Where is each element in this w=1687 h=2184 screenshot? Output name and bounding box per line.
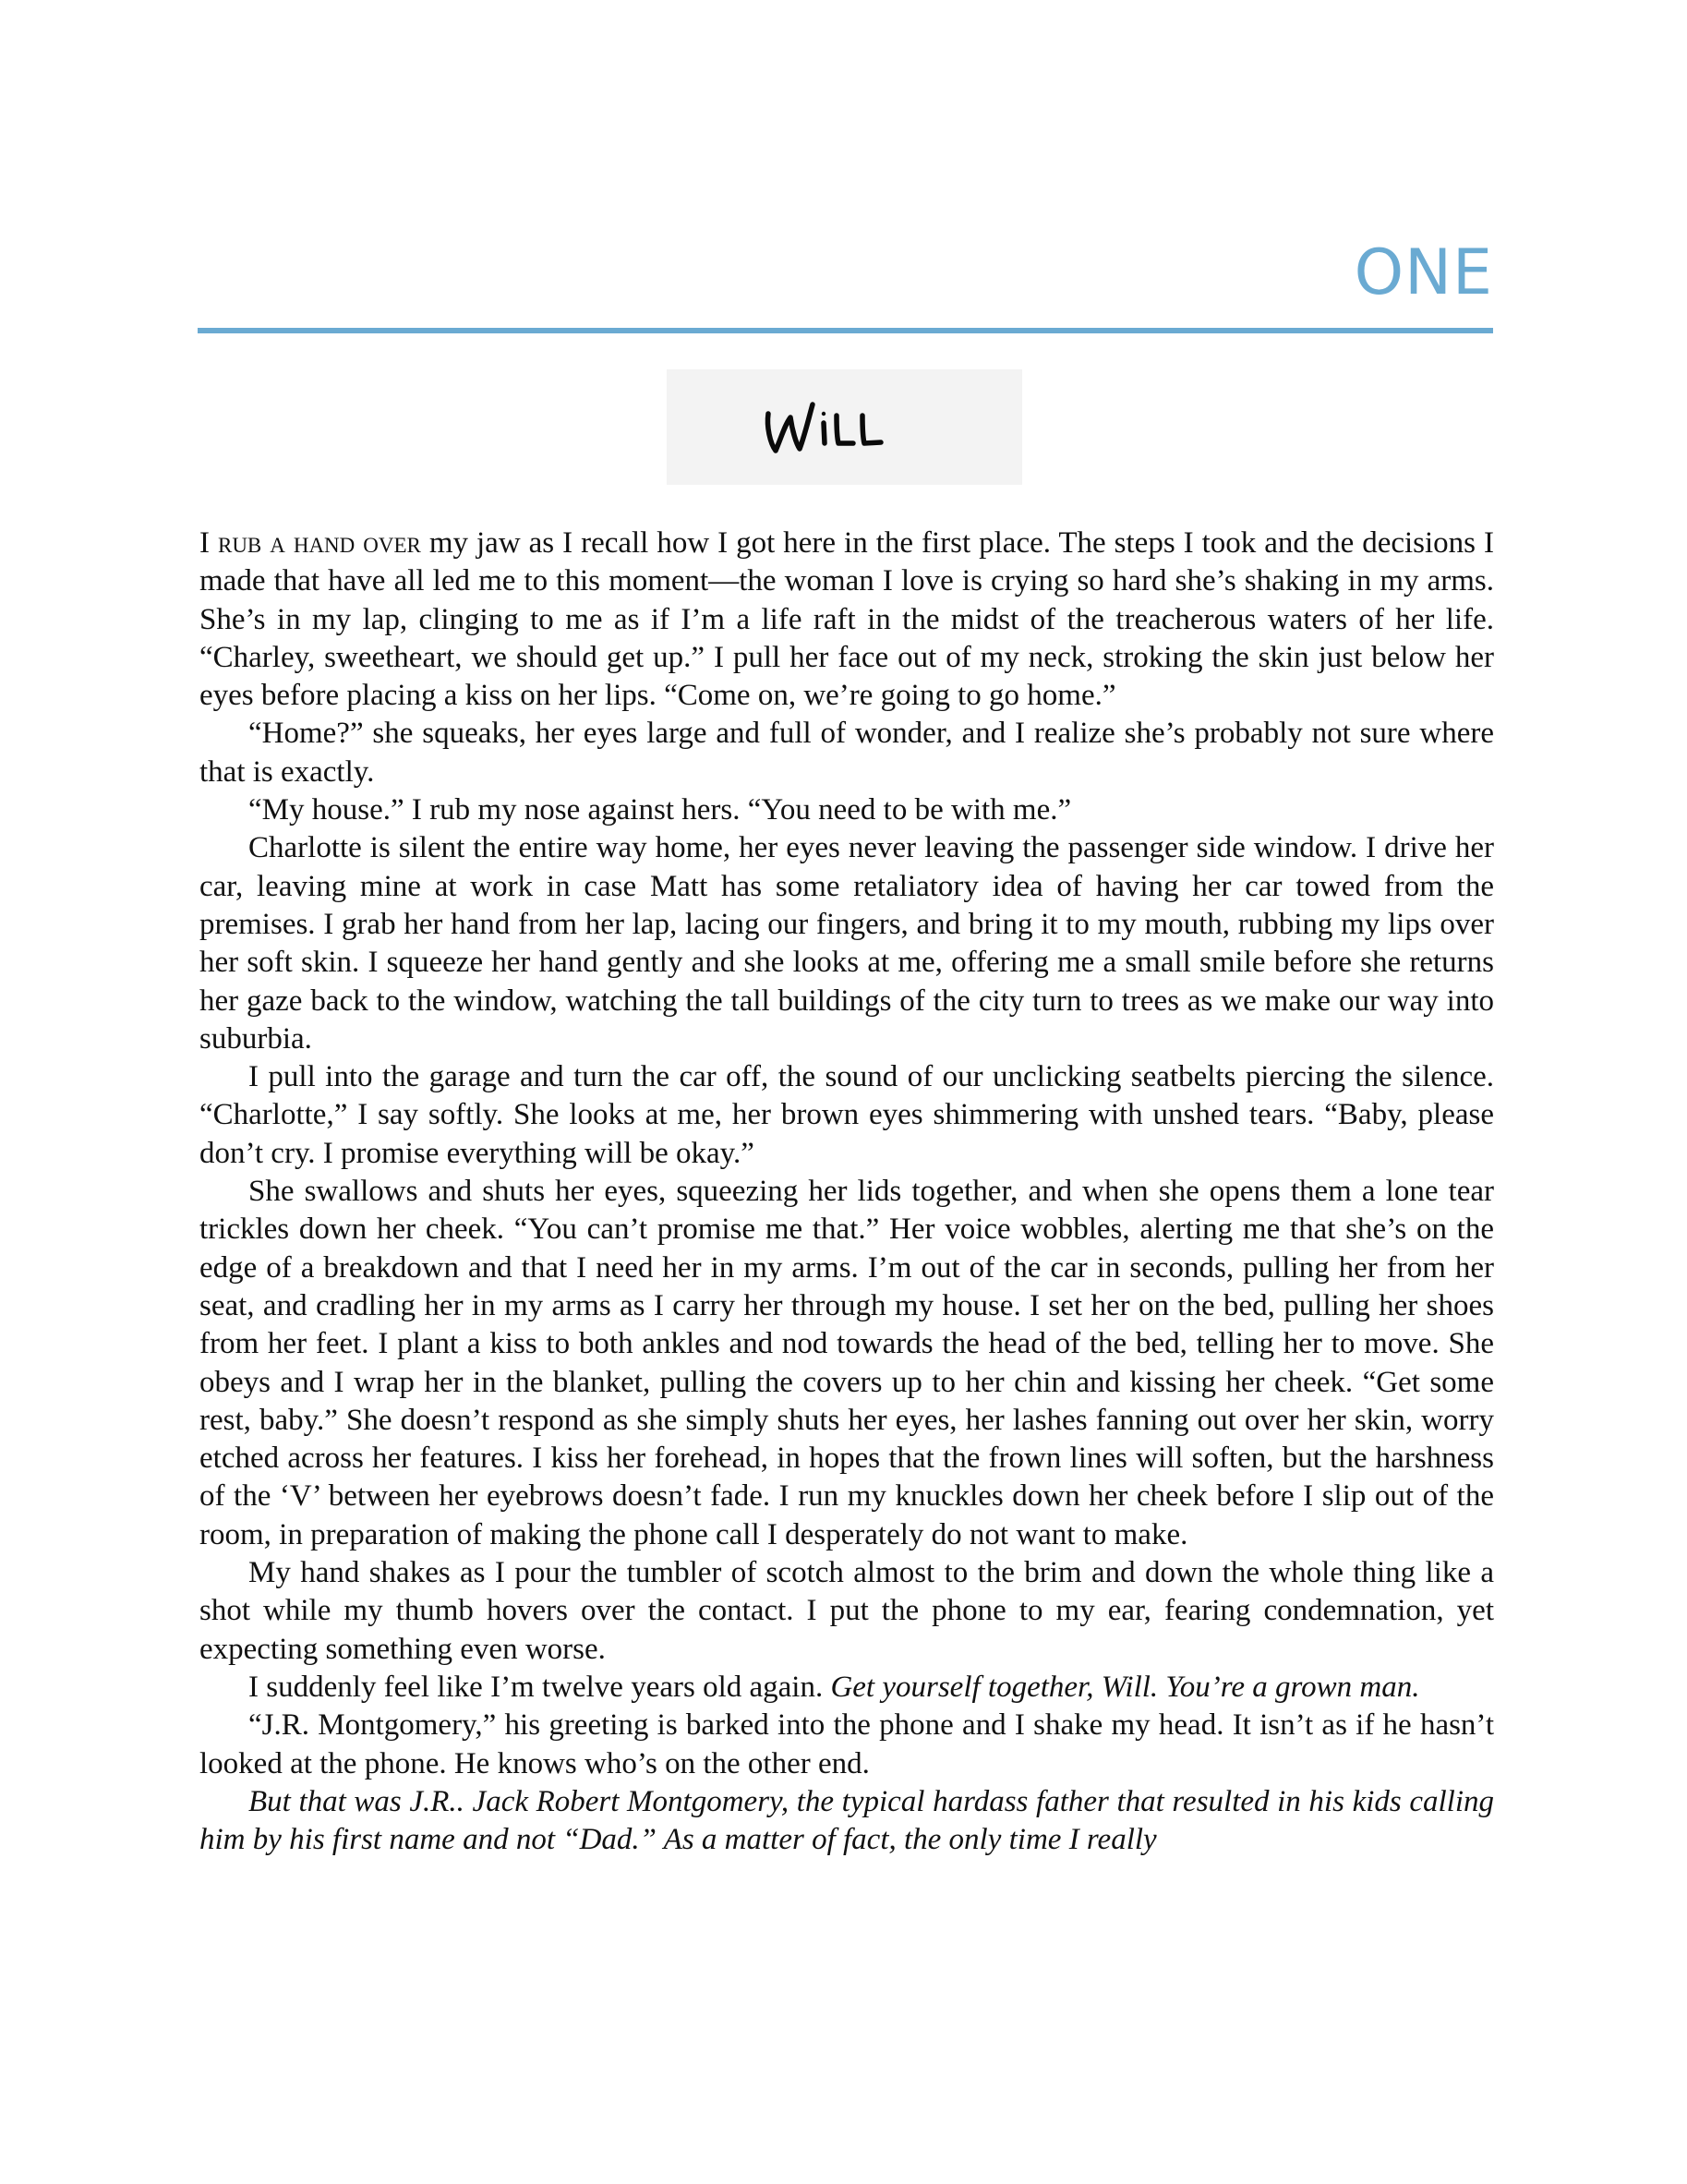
pov-name-handwritten bbox=[667, 369, 1022, 485]
paragraph-8-text: I suddenly feel like I’m twelve years old again. bbox=[248, 1670, 831, 1704]
opening-small-caps: I rub a hand over bbox=[199, 526, 421, 560]
paragraph-2: “Home?” she squeaks, her eyes large and full of wonder, and I realize she’s probably not sure where that is exactly. bbox=[199, 717, 1494, 789]
pov-name-box bbox=[667, 369, 1022, 485]
paragraph-10 bbox=[199, 1783, 1494, 1860]
paragraph-4: Charlotte is silent the entire way home, her eyes never leaving the passenger side window. I drive her car, leaving mine at work in case Matt has some retaliatory idea of having her car towed from the premises. I grab her hand from her lap, lacing our fingers, and bring it to my mouth, rubbing my lips over her soft skin. I squeeze her hand gently and she looks at me, offering me a small smile before she returns her gaze back to the window, watching the tall buildings of the city turn to trees as we make our way into suburbia. bbox=[199, 831, 1494, 1056]
paragraph-10-italic: But that was J.R.. Jack Robert Montgomery, the typical hardass father that resulted in his kids calling him by his first name and not “Dad.” As a matter of fact, the only time I really bbox=[199, 1784, 1494, 1857]
paragraph-1-text: my jaw as I recall how I got here in the first place. The steps I took and the decisions I made that have all led me to this moment—the woman I love is crying so hard she’s shaking in my arms. She’s in my lap, clinging to me as if I’m a life raft in the midst of the treacherous waters of her life. “Charley, sweetheart, we should get up.” I pull her face out of my neck, stroking the skin just below her eyes before placing a kiss on her lips. “Come on, we’re going to go home.” bbox=[199, 526, 1494, 713]
paragraph-7: My hand shakes as I pour the tumbler of scotch almost to the brim and down the whole thing like a shot while my thumb hovers over the contact. I put the phone to my ear, fearing condemnation, yet expecting something even worse. bbox=[199, 1556, 1494, 1666]
paragraph-9: “J.R. Montgomery,” his greeting is barked into the phone and I shake my head. It isn’t as if he hasn’t looked at the phone. He knows who’s on the other end. bbox=[199, 1708, 1494, 1780]
paragraph-3: “My house.” I rub my nose against hers. “You need to be with me.” bbox=[248, 793, 1072, 827]
paragraph-1 bbox=[199, 525, 1494, 715]
paragraph-5: I pull into the garage and turn the car off, the sound of our unclicking seatbelts piercing the silence. “Charlotte,” I say softly. She looks at me, her brown eyes shimmering with unshed tears. “Baby, please don’t cry. I promise everything will be okay.” bbox=[199, 1060, 1494, 1170]
paragraph-8 bbox=[199, 1669, 1494, 1707]
chapter-body-text bbox=[199, 525, 1494, 1859]
paragraph-6: She swallows and shuts her eyes, squeezing her lids together, and when she opens them a lone tear trickles down her cheek. “You can’t promise me that.” Her voice wobbles, alerting me that she’s on the edge of a breakdown and that I need her in my arms. I’m out of the car in seconds, pulling her from her seat, and cradling her in my arms as I carry her through my house. I set her on the bed, pulling her shoes from her feet. I plant a kiss to both ankles and nod towards the head of the bed, telling her to move. She obeys and I wrap her in the blanket, pulling the covers up to her chin and kissing her cheek. “Get some rest, baby.” She doesn’t respond as she simply shuts her eyes, her lashes fanning out over her skin, worry etched across her features. I kiss her forehead, in hopes that the frown lines will soften, but the harshness of the ‘V’ between her eyebrows doesn’t fade. I run my knuckles down her cheek before I slip out of the room, in preparation of making the phone call I desperately do not want to make. bbox=[199, 1175, 1494, 1551]
chapter-divider-rule bbox=[198, 328, 1493, 333]
paragraph-8-italic: Get yourself together, Will. You’re a grown man. bbox=[830, 1670, 1420, 1704]
chapter-number: ONE bbox=[1354, 236, 1493, 309]
